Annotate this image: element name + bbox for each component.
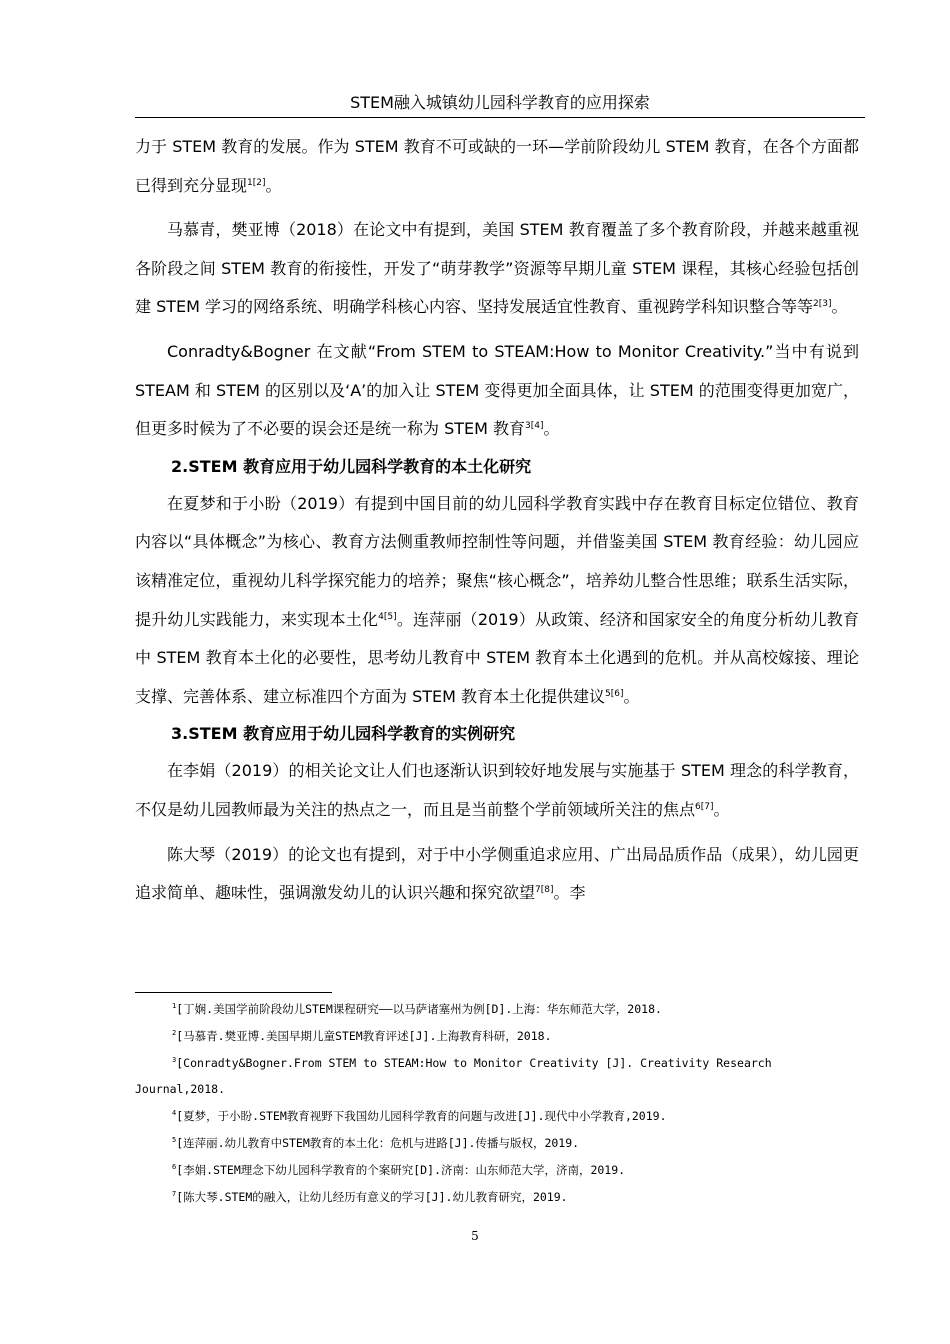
footnote-text: [李娟.STEM理念下幼儿园科学教育的个案研究[D].济南：山东师范大学，济南，2019. xyxy=(176,1162,626,1177)
paragraph-text: 在夏梦和于小盼（2019）有提到中国目前的幼儿园科学教育实践中存在教育目标定位错位、教育内容以“具体概念”为核心、教育方法侧重教师控制性等问题，并借鉴美国 STEM 教育经验：幼儿园应该精准定位，重视幼儿科学探究能力的培养；聚焦“核心概念”，培养幼儿整合性思维；联系生活实际，提升幼儿实践能力，来实现本土化 xyxy=(135,493,859,629)
paragraph-2 xyxy=(135,211,859,327)
footnote-number: 6 xyxy=(172,1162,177,1171)
footnote-text: [连萍丽.幼儿教育中STEM教育的本土化：危机与进路[J].传播与版权，2019. xyxy=(176,1135,580,1150)
footnote-number: 2 xyxy=(172,1028,177,1037)
footnote-text: [马慕青.樊亚博.美国早期儿童STEM教育评述[J].上海教育科研，2018. xyxy=(176,1028,552,1043)
citation-ref: 2[3] xyxy=(813,299,832,310)
footnotes xyxy=(135,996,859,1210)
footnote-number: 3 xyxy=(172,1055,177,1064)
footnote xyxy=(135,1050,859,1104)
paragraph-text: 马慕青，樊亚博（2018）在论文中有提到，美国 STEM 教育覆盖了多个教育阶段，并越来越重视各阶段之间 STEM 教育的衔接性，开发了“萌芽教学”资源等早期儿童 STEM 课程，其核心经验包括创建 STEM 学习的网络系统、明确学科核心内容、坚持发展适宜性教育、重视跨学科知识整合等等 xyxy=(135,220,859,317)
paragraph-1 xyxy=(135,128,859,205)
section-heading-2: 2.STEM 教育应用于幼儿园科学教育的本土化研究 xyxy=(171,456,532,476)
citation-ref: 7[8] xyxy=(535,885,554,896)
footnote-number: 5 xyxy=(172,1135,177,1144)
citation-ref: 1[2] xyxy=(247,177,266,188)
footnote xyxy=(135,1103,859,1130)
footnote-number: 4 xyxy=(172,1109,177,1118)
citation-ref: 6[7] xyxy=(695,801,714,812)
paragraph-3 xyxy=(135,333,859,449)
footnote-separator xyxy=(135,992,332,993)
footnote xyxy=(135,1130,859,1157)
footnote-text: [丁娴.美国学前阶段幼儿STEM课程研究——以马萨诸塞州为例[D].上海：华东师范大学，2018. xyxy=(176,1002,662,1016)
footnote-text: [Conradty&Bogner.From STEM to STEAM:How to Monitor Creativity [J]. Creativity Research Journal,2018. xyxy=(135,1055,772,1097)
citation-ref: 4[5] xyxy=(378,611,397,622)
footnote-text: [夏梦，于小盼.STEM教育视野下我国幼儿园科学教育的问题与改进[J].现代中小学教育,2019. xyxy=(176,1109,667,1124)
footnote-text: [陈大琴.STEM的融入，让幼儿经历有意义的学习[J].幼儿教育研究，2019. xyxy=(176,1189,568,1204)
header-rule xyxy=(135,117,865,118)
paragraph-tail: 。 xyxy=(713,799,730,819)
footnote-number: 1 xyxy=(172,1002,177,1010)
body-text xyxy=(135,128,859,913)
paragraph-tail: 。 xyxy=(265,175,282,195)
footnote xyxy=(135,1023,859,1050)
paragraph-5 xyxy=(135,752,859,829)
paragraph-6 xyxy=(135,836,859,913)
paragraph-tail: 。 xyxy=(623,686,640,706)
running-header: STEM融入城镇幼儿园科学教育的应用探索 xyxy=(350,93,650,112)
citation-ref: 5[6] xyxy=(605,688,624,699)
footnote xyxy=(135,996,859,1023)
paragraph-text: Conradty&Bogner 在文献“From STEM to STEAM:How to Monitor Creativity.”当中有说到 STEAM 和 STEM 的区别以及‘A’的加入让 STEM 变得更加全面具体，让 STEM 的范围变得更加宽广，但更多时候为了不必要的误会还是统一称为 STEM 教育 xyxy=(135,341,859,439)
paragraph-4 xyxy=(135,485,859,717)
paragraph-text: 力于 STEM 教育的发展。作为 STEM 教育不可或缺的一环—学前阶段幼儿 STEM 教育，在各个方面都已得到充分显现 xyxy=(135,137,859,195)
paragraph-text: 在李娟（2019）的相关论文让人们也逐渐认识到较好地发展与实施基于 STEM 理念的科学教育，不仅是幼儿园教师最为关注的热点之一，而且是当前整个学前领域所关注的焦点 xyxy=(135,761,859,819)
paragraph-tail: 。 xyxy=(543,419,560,439)
section-heading-3: 3.STEM 教育应用于幼儿园科学教育的实例研究 xyxy=(171,724,516,744)
paragraph-tail: 。 xyxy=(831,297,848,317)
footnote-number: 7 xyxy=(172,1189,177,1198)
paragraph-text-continued: 。连萍丽（2019）从政策、经济和国家安全的角度分析幼儿教育中 STEM 教育本土化的必要性，思考幼儿教育中 STEM 教育本土化遇到的危机。并从高校嫁接、理论支撑、完善体系、建立标准四个方面为 STEM 教育本土化提供建议 xyxy=(135,609,859,706)
paragraph-text: 陈大琴（2019）的论文也有提到，对于中小学侧重追求应用、广出局品质作品（成果），幼儿园更追求简单、趣味性，强调激发幼儿的认识兴趣和探究欲望 xyxy=(135,844,859,903)
footnote xyxy=(135,1184,859,1211)
footnote xyxy=(135,1157,859,1184)
paragraph-tail: 。李 xyxy=(553,883,586,903)
page-number: 5 xyxy=(471,1229,479,1243)
citation-ref: 3[4] xyxy=(525,421,544,432)
